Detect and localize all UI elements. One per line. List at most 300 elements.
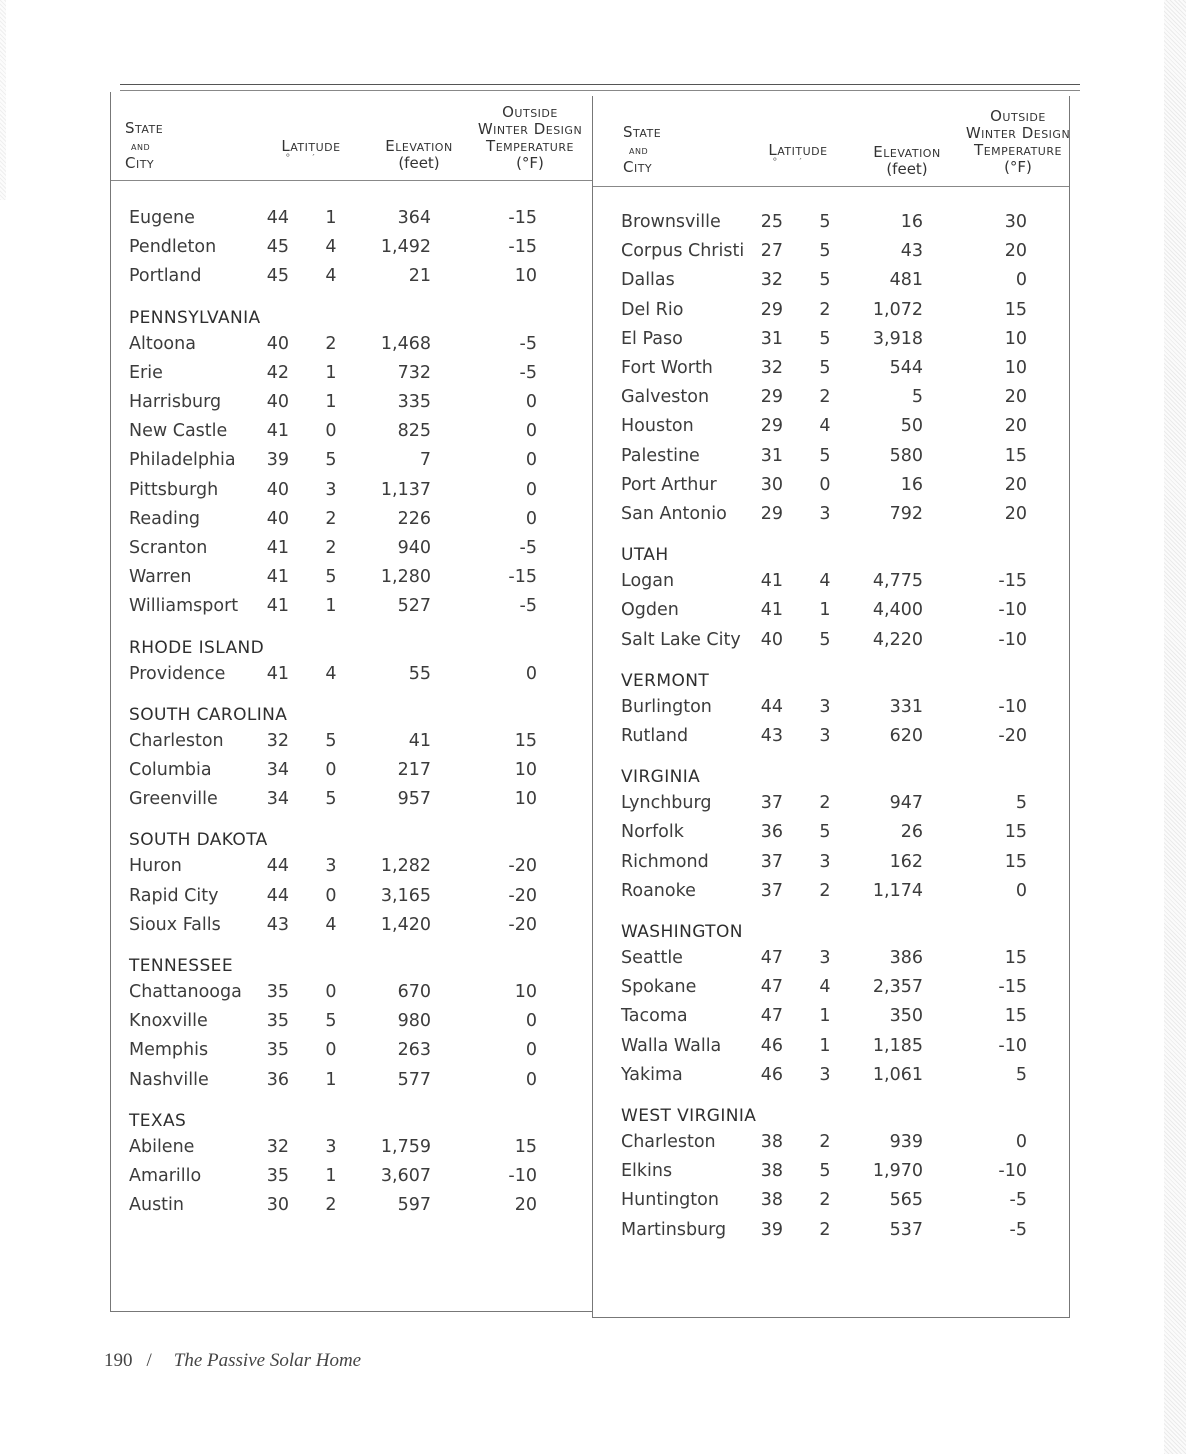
city-name: Columbia [129,760,212,780]
city-name: Reading [129,508,201,529]
table-row [111,421,592,450]
degree-mark: ° [285,153,313,164]
design-temperature: 10 [1004,358,1027,378]
latitude-degrees: 35 [266,982,289,1002]
city-name: Port Arthur [621,474,717,495]
scan-edge-left [0,0,6,200]
latitude-degrees: 43 [266,914,289,935]
design-temperature: 0 [525,663,537,684]
latitude-degrees: 32 [760,358,783,378]
page-number: 190 [104,1350,133,1371]
elevation-value: 1,061 [872,1064,923,1085]
table-header-right [593,96,1069,187]
design-temperature: 15 [1004,851,1027,872]
latitude-minutes: 3 [819,1064,831,1085]
header-elevation-unit: (feet) [398,154,440,172]
table-row [111,237,592,266]
state-heading: PENNSYLVANIA [129,307,261,328]
design-temperature: 0 [525,1040,537,1061]
header-state-city [623,124,661,177]
elevation-value: 335 [397,392,431,412]
design-temperature: -5 [519,538,537,558]
city-name: Logan [621,571,675,592]
header-temp-line1: Outside [502,103,558,121]
latitude-minutes: 0 [325,885,337,906]
design-temperature: -20 [508,856,537,877]
elevation-value: 2,357 [872,977,923,998]
latitude-minutes: 5 [819,445,831,466]
latitude-minutes: 5 [325,789,337,810]
city-name: Fort Worth [621,358,713,378]
design-temperature: -5 [519,333,537,354]
city-name: Erie [129,362,163,383]
latitude-minutes: 1 [819,1035,831,1056]
elevation-value: 1,280 [380,567,431,588]
city-name: Yakima [621,1064,683,1085]
design-temperature: -10 [508,1166,537,1186]
design-temperature: -5 [1009,1190,1027,1211]
latitude-minutes: 5 [819,1161,831,1182]
design-temperature: 5 [1015,793,1027,814]
latitude-degrees: 47 [760,977,783,998]
latitude-minutes: 1 [325,596,337,617]
design-temperature: 20 [1004,387,1027,408]
latitude-degrees: 27 [760,241,783,262]
latitude-minutes: 0 [325,421,337,442]
latitude-degrees: 37 [760,793,783,814]
elevation-value: 940 [397,538,431,558]
city-name: Charleston [129,730,224,751]
table-row [593,241,1069,270]
city-name: Sioux Falls [129,914,221,935]
latitude-degrees: 44 [266,208,289,228]
city-name: Philadelphia [129,450,236,471]
design-temperature: 0 [525,450,537,471]
city-name: Williamsport [129,596,239,617]
latitude-degrees: 29 [760,504,783,524]
latitude-minutes: 1 [325,392,337,412]
latitude-minutes: 2 [325,333,337,354]
table-row [111,538,592,567]
table-row [593,630,1069,659]
elevation-value: 50 [900,416,923,437]
elevation-value: 580 [889,445,923,466]
table-row [593,726,1069,755]
table-row [593,212,1069,241]
city-name: Houston [621,416,694,437]
latitude-degrees: 34 [266,760,289,780]
latitude-degrees: 44 [760,696,783,717]
elevation-value: 577 [397,1069,431,1090]
design-temperature: -20 [508,914,537,935]
city-name: Huntington [621,1190,719,1211]
city-name: Warren [129,567,192,588]
design-temperature: 0 [525,1069,537,1090]
book-title: The Passive Solar Home [173,1350,362,1371]
table-row [593,1220,1069,1249]
city-name: Elkins [621,1161,673,1182]
header-temperature [955,108,1081,176]
city-name: Lynchburg [621,793,712,814]
design-temperature: 30 [1004,212,1027,232]
latitude-minutes: 5 [325,567,337,588]
latitude-minutes: 2 [819,299,831,320]
header-city-word: City [125,154,155,172]
design-temperature: 20 [1004,416,1027,437]
city-name: Martinsburg [621,1219,727,1240]
header-temp-line2: Winter Design [965,124,1071,142]
latitude-degrees: 37 [760,851,783,872]
elevation-value: 481 [889,270,923,291]
latitude-degrees: 25 [760,212,783,232]
table-row [593,1006,1069,1035]
design-temperature: -20 [998,726,1027,746]
latitude-minutes: 1 [819,600,831,621]
state-heading: VERMONT [621,670,710,691]
city-name: Providence [129,663,226,684]
latitude-minutes: 2 [819,387,831,408]
elevation-value: 597 [397,1195,431,1216]
city-name: Amarillo [129,1166,202,1186]
header-latitude [758,142,838,167]
elevation-value: 1,174 [872,880,923,901]
city-name: Pittsburgh [129,479,219,500]
design-temperature: 15 [1004,299,1027,320]
latitude-degrees: 30 [266,1195,289,1216]
elevation-value: 3,607 [380,1166,431,1186]
elevation-value: 939 [889,1132,923,1152]
elevation-value: 162 [889,851,923,872]
latitude-degrees: 40 [266,479,289,500]
design-temperature: 20 [1004,474,1027,495]
table-row [593,822,1069,851]
design-temperature: 0 [1015,1132,1027,1152]
table-row [111,480,592,509]
table-row [111,1166,592,1195]
header-latitude-label: Latitude [281,137,341,155]
latitude-minutes: 4 [325,266,337,287]
table-row [593,300,1069,329]
table-row [111,266,592,295]
design-temperature: 0 [525,479,537,500]
elevation-value: 16 [900,212,923,232]
elevation-value: 386 [889,948,923,968]
latitude-degrees: 40 [266,508,289,529]
latitude-degrees: 39 [266,450,289,471]
latitude-degrees: 47 [760,948,783,968]
table-row [593,270,1069,299]
city-name: Rutland [621,726,689,746]
latitude-minutes: 5 [325,450,337,471]
city-name: Spokane [621,977,697,998]
header-temperature [467,104,593,172]
elevation-value: 21 [408,266,431,287]
design-temperature: 15 [1004,1006,1027,1027]
latitude-minutes: 5 [819,358,831,378]
latitude-minutes: 4 [325,663,337,684]
latitude-minutes: 4 [819,977,831,998]
latitude-degrees: 42 [266,362,289,383]
table-row [111,392,592,421]
latitude-degrees: 45 [266,266,289,287]
elevation-value: 1,420 [380,914,431,935]
city-name: Chattanooga [129,982,242,1002]
design-temperature: -5 [1009,1219,1027,1240]
latitude-degrees: 44 [266,885,289,906]
elevation-value: 1,185 [872,1035,923,1056]
table-top-rule [120,84,1080,85]
design-temperature: 15 [1004,445,1027,466]
city-name: Seattle [621,948,683,968]
header-temp-unit: (°F) [1004,158,1032,176]
latitude-minutes: 1 [325,208,337,228]
latitude-minutes: 5 [819,822,831,843]
design-temperature: 10 [514,789,537,810]
design-temperature: 15 [514,1136,537,1157]
latitude-degrees: 41 [266,567,289,588]
design-temperature: 15 [514,730,537,751]
latitude-degrees: 44 [266,856,289,877]
table-row [111,915,592,944]
table-row [593,387,1069,416]
elevation-value: 5 [911,387,923,408]
header-state-city [125,120,163,173]
latitude-degrees: 29 [760,387,783,408]
table-row [593,881,1069,910]
table-row [593,1036,1069,1065]
elevation-value: 43 [900,241,923,262]
latitude-minutes: 3 [325,1136,337,1157]
elevation-value: 350 [889,1006,923,1027]
design-temperature: 20 [1004,504,1027,524]
latitude-minutes: 5 [325,730,337,751]
latitude-minutes: 0 [819,474,831,495]
latitude-degrees: 41 [266,538,289,558]
header-elevation-unit: (feet) [886,160,928,178]
table-row [593,504,1069,533]
latitude-degrees: 41 [266,421,289,442]
design-temperature: -15 [998,571,1027,592]
city-name: Eugene [129,208,195,228]
elevation-value: 217 [397,760,431,780]
design-temperature: 15 [1004,822,1027,843]
latitude-minutes: 4 [325,914,337,935]
table-row [593,977,1069,1006]
table-row [593,329,1069,358]
table-row [593,1161,1069,1190]
latitude-minutes: 2 [819,1190,831,1211]
design-temperature: -5 [519,596,537,617]
elevation-value: 263 [397,1040,431,1061]
design-temperature: 20 [1004,241,1027,262]
latitude-degrees: 37 [760,880,783,901]
latitude-minutes: 5 [819,328,831,349]
city-name: Burlington [621,696,712,717]
latitude-minutes: 1 [325,1069,337,1090]
latitude-minutes: 4 [819,416,831,437]
design-temperature: 10 [514,982,537,1002]
city-name: Del Rio [621,299,684,320]
city-name: Nashville [129,1069,209,1090]
elevation-value: 544 [889,358,923,378]
city-name: Tacoma [621,1006,688,1027]
latitude-minutes: 5 [819,270,831,291]
table-row [111,208,592,237]
latitude-degrees: 41 [266,596,289,617]
state-heading: WEST VIRGINIA [621,1106,757,1126]
latitude-degrees: 41 [266,663,289,684]
table-row [111,450,592,479]
elevation-value: 1,759 [380,1136,431,1157]
design-temperature: 0 [525,1011,537,1032]
city-name: Brownsville [621,212,721,232]
city-name: Rapid City [129,885,219,906]
table-row [593,1065,1069,1094]
city-name: El Paso [621,328,683,349]
page-footer [104,1350,361,1372]
header-latitude-units [758,159,838,167]
table-row [111,664,592,693]
table-row [111,731,592,760]
scan-edge-right [1164,0,1186,1454]
elevation-value: 4,400 [872,600,923,621]
elevation-value: 980 [397,1011,431,1032]
table-panel-left [110,92,592,1312]
city-name: Huron [129,856,182,877]
latitude-minutes: 4 [325,237,337,258]
latitude-degrees: 32 [266,1136,289,1157]
latitude-minutes: 2 [325,1195,337,1216]
design-temperature: 10 [1004,328,1027,349]
latitude-minutes: 5 [819,629,831,650]
table-row [111,1070,592,1099]
city-name: Charleston [621,1132,716,1152]
elevation-value: 670 [397,982,431,1002]
city-name: Richmond [621,851,709,872]
table-row [111,789,592,818]
latitude-minutes: 3 [325,479,337,500]
header-state-word: State [125,119,164,137]
city-name: Pendleton [129,237,217,258]
design-temperature: 0 [525,508,537,529]
table-row [111,760,592,789]
latitude-degrees: 45 [266,237,289,258]
table-row [593,852,1069,881]
table-row [593,1132,1069,1161]
header-temp-line3: Temperature [974,141,1062,159]
elevation-value: 7 [419,450,431,471]
latitude-degrees: 36 [760,822,783,843]
state-heading: TENNESSEE [129,956,233,976]
latitude-minutes: 3 [819,726,831,746]
latitude-minutes: 2 [325,538,337,558]
elevation-value: 1,282 [380,856,431,877]
latitude-minutes: 1 [325,1166,337,1186]
degree-mark: ° [772,157,800,168]
latitude-minutes: 3 [819,696,831,717]
elevation-value: 537 [889,1219,923,1240]
header-temp-line2: Winter Design [477,120,583,138]
city-name: Austin [129,1195,184,1216]
latitude-degrees: 46 [760,1064,783,1085]
header-latitude-units [271,155,351,163]
design-temperature: 0 [1015,270,1027,291]
city-name: Galveston [621,387,710,408]
elevation-value: 957 [397,789,431,810]
design-temperature: -15 [998,977,1027,998]
latitude-degrees: 29 [760,299,783,320]
elevation-value: 1,970 [872,1161,923,1182]
city-name: Salt Lake City [621,629,741,650]
latitude-degrees: 35 [266,1166,289,1186]
elevation-value: 732 [397,362,431,383]
latitude-degrees: 40 [266,333,289,354]
minute-mark: ′ [312,153,337,164]
state-heading: WASHINGTON [621,922,743,942]
latitude-minutes: 5 [325,1011,337,1032]
header-state-word: State [623,123,662,141]
table-header-left [111,92,592,181]
latitude-minutes: 2 [819,1219,831,1240]
latitude-degrees: 31 [760,445,783,466]
elevation-value: 1,137 [380,479,431,500]
elevation-value: 620 [889,726,923,746]
city-name: Altoona [129,333,196,354]
city-name: Norfolk [621,822,684,843]
design-temperature: 5 [1015,1064,1027,1085]
city-name: Corpus Christi [621,241,745,262]
latitude-minutes: 0 [325,982,337,1002]
table-row [111,856,592,885]
table-row [593,571,1069,600]
elevation-value: 527 [397,596,431,617]
latitude-degrees: 43 [760,726,783,746]
latitude-minutes: 3 [819,504,831,524]
elevation-value: 3,165 [380,885,431,906]
latitude-degrees: 34 [266,789,289,810]
table-row [111,1011,592,1040]
table-row [593,793,1069,822]
state-heading: TEXAS [129,1110,187,1131]
state-heading: SOUTH CAROLINA [129,704,288,725]
design-temperature: -15 [508,208,537,228]
state-heading: VIRGINIA [621,767,701,788]
elevation-value: 26 [900,822,923,843]
table-row [111,509,592,538]
elevation-value: 4,775 [872,571,923,592]
latitude-minutes: 3 [819,851,831,872]
table-row [593,600,1069,629]
elevation-value: 16 [900,474,923,495]
latitude-degrees: 32 [760,270,783,291]
latitude-minutes: 2 [819,793,831,814]
elevation-value: 55 [408,663,431,684]
latitude-degrees: 29 [760,416,783,437]
table-row [111,567,592,596]
table-row [111,596,592,625]
header-and-word: and [131,139,151,153]
city-name: Harrisburg [129,392,222,412]
latitude-minutes: 1 [325,362,337,383]
table-row [593,1190,1069,1219]
latitude-degrees: 32 [266,730,289,751]
elevation-value: 226 [397,508,431,529]
state-heading: RHODE ISLAND [129,637,265,658]
design-temperature: -10 [998,696,1027,717]
header-and-word: and [629,143,649,157]
latitude-minutes: 2 [819,880,831,901]
city-name: Knoxville [129,1011,208,1032]
